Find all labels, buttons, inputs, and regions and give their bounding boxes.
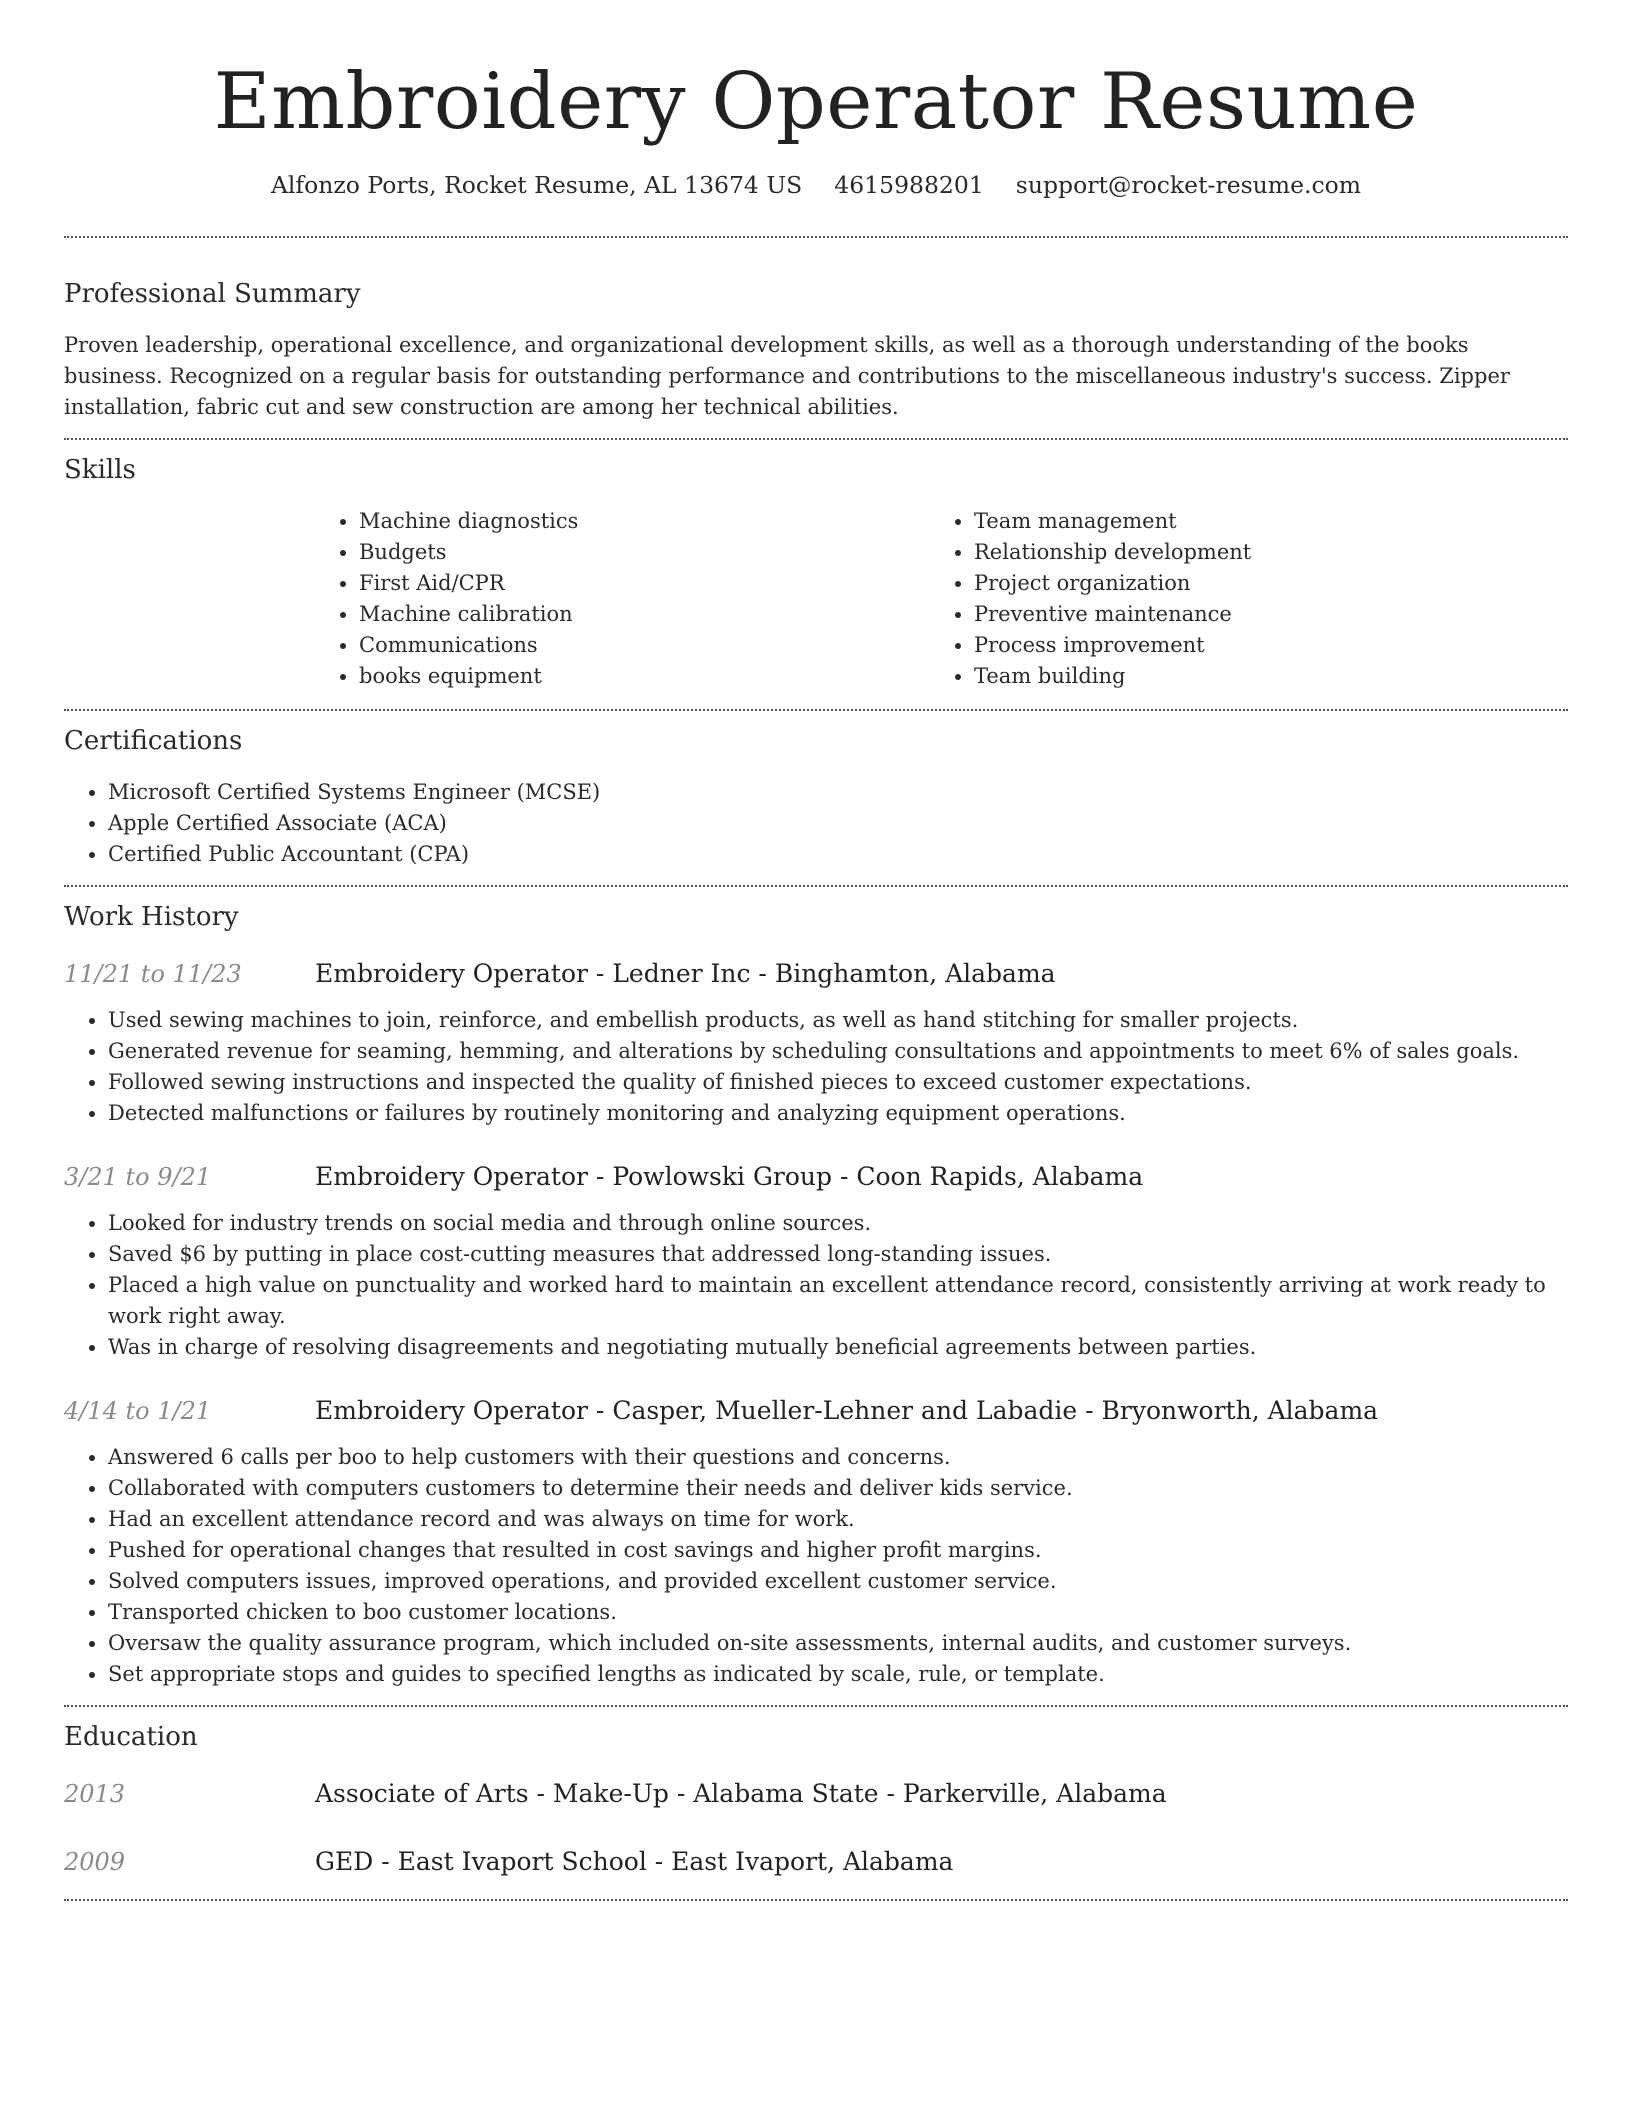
job-header xyxy=(64,1160,1568,1194)
resume-title: Embroidery Operator Resume xyxy=(213,57,1419,147)
education-entry xyxy=(64,1845,1568,1879)
list-item: • Machine diagnostics xyxy=(359,506,930,537)
list-item: • Relationship development xyxy=(974,537,1545,568)
job-bullets xyxy=(64,1208,1568,1363)
list-item: • Detected malfunctions or failures by routinely monitoring and analyzing equipment operations. xyxy=(108,1098,1568,1129)
skills-list-right xyxy=(930,506,1545,692)
education-title: Associate of Arts - Make-Up - Alabama State - Parkerville, Alabama xyxy=(315,1779,1167,1808)
job-dates: 11/21 to 11/23 xyxy=(64,960,242,988)
section-summary xyxy=(64,276,1568,423)
list-item: • Collaborated with computers customers to determine their needs and deliver kids service. xyxy=(108,1473,1568,1504)
section-education xyxy=(64,1719,1568,1879)
list-item: • Followed sewing instructions and inspected the quality of finished pieces to exceed customer expectations. xyxy=(108,1067,1568,1098)
contact-email: support@rocket-resume.com xyxy=(1015,171,1362,199)
section-heading-certifications: Certifications xyxy=(64,726,243,756)
section-work-history xyxy=(64,899,1568,1690)
contact-phone: 4615988201 xyxy=(834,171,984,199)
section-skills xyxy=(64,452,1568,692)
summary-text: Proven leadership, operational excellence, and organizational development skills, as well as a thorough understanding of the books business. Recognized on a regular basis for outstanding performance and contributions to the miscellaneous industry's success. Zipper installation, fabric cut and sew construction are among her technical abilities. xyxy=(64,333,1510,419)
list-item: • Looked for industry trends on social media and through online sources. xyxy=(108,1208,1568,1239)
education-title: GED - East Ivaport School - East Ivaport, Alabama xyxy=(315,1847,954,1876)
list-item: • Set appropriate stops and guides to specified lengths as indicated by scale, rule, or template. xyxy=(108,1659,1568,1690)
list-item: • books equipment xyxy=(359,661,930,692)
job-title: Embroidery Operator - Casper, Mueller-Lehner and Labadie - Bryonworth, Alabama xyxy=(315,1396,1379,1425)
list-item: • First Aid/CPR xyxy=(359,568,930,599)
list-item: • Communications xyxy=(359,630,930,661)
divider xyxy=(64,438,1568,440)
job-title: Embroidery Operator - Powlowski Group - Coon Rapids, Alabama xyxy=(315,1162,1144,1191)
section-heading-summary: Professional Summary xyxy=(64,279,361,309)
contact-info xyxy=(64,168,1568,202)
skills-grid xyxy=(315,506,1568,692)
job-entry xyxy=(64,1394,1568,1690)
list-item: • Project organization xyxy=(974,568,1545,599)
list-item: • Certified Public Accountant (CPA) xyxy=(108,839,1568,870)
job-title: Embroidery Operator - Ledner Inc - Binghamton, Alabama xyxy=(315,959,1056,988)
list-item: • Placed a high value on punctuality and worked hard to maintain an excellent attendance record, consistently arriving at work ready to work right away. xyxy=(108,1270,1568,1332)
list-item: • Pushed for operational changes that resulted in cost savings and higher profit margins. xyxy=(108,1535,1568,1566)
section-heading-education: Education xyxy=(64,1722,198,1752)
list-item: • Was in charge of resolving disagreements and negotiating mutually beneficial agreements between parties. xyxy=(108,1332,1568,1363)
list-item: • Process improvement xyxy=(974,630,1545,661)
divider xyxy=(64,1899,1568,1901)
section-certifications xyxy=(64,723,1568,870)
job-entry xyxy=(64,1160,1568,1363)
list-item: • Used sewing machines to join, reinforce, and embellish products, as well as hand stitching for smaller projects. xyxy=(108,1005,1568,1036)
list-item: • Saved $6 by putting in place cost-cutting measures that addressed long-standing issues. xyxy=(108,1239,1568,1270)
divider xyxy=(64,1705,1568,1707)
education-year: 2013 xyxy=(64,1780,126,1808)
list-item: • Apple Certified Associate (ACA) xyxy=(108,808,1568,839)
divider xyxy=(64,236,1568,238)
list-item: • Answered 6 calls per boo to help customers with their questions and concerns. xyxy=(108,1442,1568,1473)
education-entry xyxy=(64,1777,1568,1811)
list-item: • Preventive maintenance xyxy=(974,599,1545,630)
certifications-list xyxy=(64,777,1568,870)
job-bullets xyxy=(64,1005,1568,1129)
job-header xyxy=(64,1394,1568,1428)
section-heading-work: Work History xyxy=(64,902,239,932)
skills-list-left xyxy=(315,506,930,692)
list-item: • Oversaw the quality assurance program, which included on-site assessments, internal audits, and customer surveys. xyxy=(108,1628,1568,1659)
section-heading-skills: Skills xyxy=(64,455,136,485)
job-dates: 3/21 to 9/21 xyxy=(64,1163,212,1191)
divider xyxy=(64,885,1568,887)
list-item: • Solved computers issues, improved operations, and provided excellent customer service. xyxy=(108,1566,1568,1597)
list-item: • Team building xyxy=(974,661,1545,692)
list-item: • Budgets xyxy=(359,537,930,568)
list-item: • Machine calibration xyxy=(359,599,930,630)
job-bullets xyxy=(64,1442,1568,1690)
list-item: • Microsoft Certified Systems Engineer (MCSE) xyxy=(108,777,1568,808)
list-item: • Generated revenue for seaming, hemming, and alterations by scheduling consultations and appointments to meet 6% of sales goals. xyxy=(108,1036,1568,1067)
education-year: 2009 xyxy=(64,1848,126,1876)
list-item: • Had an excellent attendance record and was always on time for work. xyxy=(108,1504,1568,1535)
job-dates: 4/14 to 1/21 xyxy=(64,1397,212,1425)
list-item: • Transported chicken to boo customer locations. xyxy=(108,1597,1568,1628)
contact-address: Alfonzo Ports, Rocket Resume, AL 13674 US xyxy=(270,171,803,199)
job-entry xyxy=(64,957,1568,1129)
job-header xyxy=(64,957,1568,991)
divider xyxy=(64,709,1568,711)
list-item: • Team management xyxy=(974,506,1545,537)
